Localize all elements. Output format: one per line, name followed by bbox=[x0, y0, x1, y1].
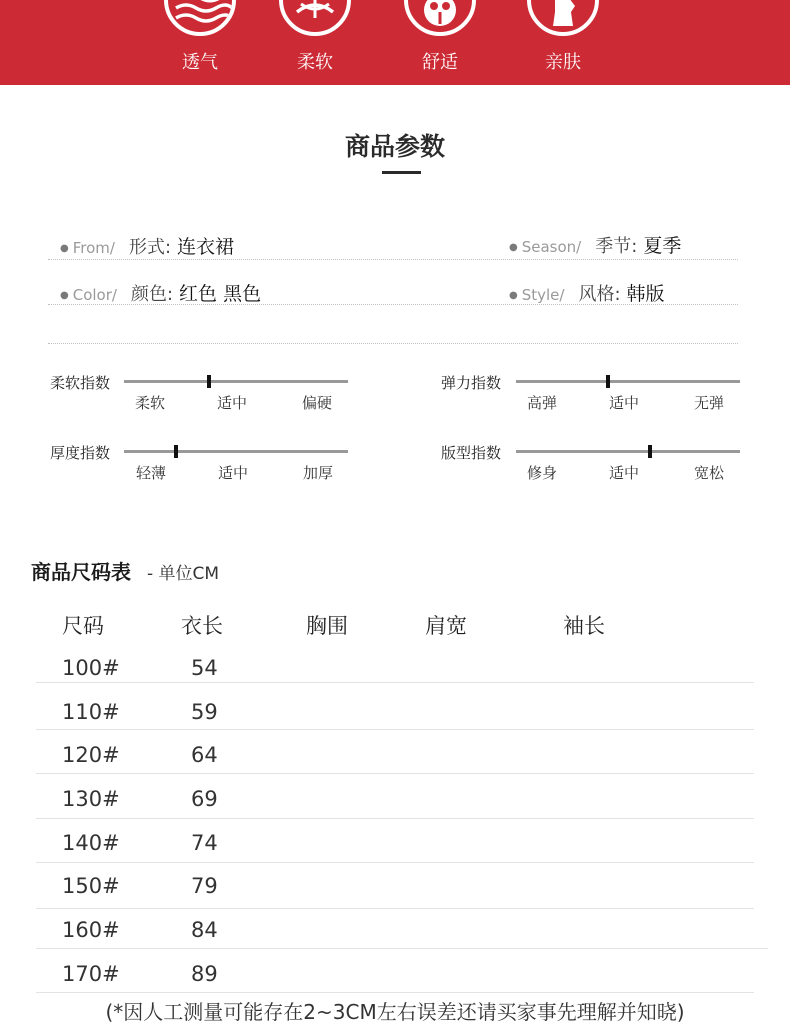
table-row-divider bbox=[36, 818, 754, 819]
index-tick: 无弹 bbox=[693, 394, 724, 412]
index-label: 弹力指数 bbox=[441, 374, 502, 392]
index-tick: 修身 bbox=[526, 464, 557, 482]
index-label: 厚度指数 bbox=[50, 444, 111, 462]
feature-label: 舒适 bbox=[422, 52, 458, 73]
index-marker bbox=[174, 445, 178, 458]
table-row-divider bbox=[36, 862, 754, 863]
header-sleeve: 袖长 bbox=[563, 614, 605, 638]
index-tick: 适中 bbox=[216, 394, 247, 412]
cell-length: 89 bbox=[191, 962, 218, 986]
header-chest: 胸围 bbox=[306, 614, 348, 638]
table-row-divider bbox=[36, 729, 754, 730]
cell-size: 110# bbox=[62, 700, 120, 724]
header-size: 尺码 bbox=[62, 614, 104, 638]
feature-banner bbox=[0, 0, 790, 85]
index-tick: 加厚 bbox=[302, 464, 333, 482]
feature-label: 透气 bbox=[182, 52, 218, 73]
divider bbox=[48, 259, 738, 260]
cell-size: 100# bbox=[62, 656, 120, 680]
index-track bbox=[516, 450, 740, 453]
cell-length: 79 bbox=[191, 874, 218, 898]
cell-length: 59 bbox=[191, 700, 218, 724]
index-tick: 适中 bbox=[608, 464, 639, 482]
table-row-divider bbox=[36, 773, 754, 774]
cell-size: 170# bbox=[62, 962, 120, 986]
index-track bbox=[124, 380, 348, 383]
table-row-divider bbox=[36, 682, 754, 683]
index-tick: 偏硬 bbox=[301, 394, 332, 412]
header-shoulder: 肩宽 bbox=[425, 614, 467, 638]
cell-length: 84 bbox=[191, 918, 218, 942]
param-form: ● From/ 形式: 连衣裙 bbox=[60, 236, 235, 258]
divider bbox=[48, 343, 738, 344]
title-underline bbox=[382, 171, 421, 174]
cell-size: 150# bbox=[62, 874, 120, 898]
param-style: ● Style/ 风格: 韩版 bbox=[509, 283, 665, 305]
cell-length: 54 bbox=[191, 656, 218, 680]
cell-size: 140# bbox=[62, 831, 120, 855]
table-row-divider bbox=[36, 948, 768, 949]
cell-length: 64 bbox=[191, 743, 218, 767]
divider bbox=[48, 304, 738, 305]
comfort-icon bbox=[404, 0, 476, 36]
index-tick: 轻薄 bbox=[135, 464, 166, 482]
index-track bbox=[516, 380, 740, 383]
feature-label: 柔软 bbox=[297, 52, 333, 73]
index-label: 柔软指数 bbox=[50, 374, 111, 392]
feature-label: 亲肤 bbox=[545, 52, 581, 73]
param-color: ● Color/ 颜色: 红色 黑色 bbox=[60, 283, 262, 305]
table-row-divider bbox=[36, 908, 754, 909]
params-title: 商品参数 bbox=[344, 132, 445, 161]
header-length: 衣长 bbox=[181, 614, 223, 638]
index-tick: 高弹 bbox=[526, 394, 557, 412]
cell-size: 130# bbox=[62, 787, 120, 811]
cell-length: 69 bbox=[191, 787, 218, 811]
bullet-icon: ● bbox=[509, 289, 518, 301]
index-marker bbox=[648, 445, 652, 458]
index-marker bbox=[207, 375, 211, 388]
cell-size: 120# bbox=[62, 743, 120, 767]
bullet-icon: ● bbox=[60, 242, 69, 254]
param-season: ● Season/ 季节: 夏季 bbox=[509, 235, 682, 257]
index-marker bbox=[606, 375, 610, 388]
measurement-note: (*因人工测量可能存在2~3CM左右误差还请买家事先理解并知晓) bbox=[105, 1000, 685, 1024]
index-tick: 柔软 bbox=[134, 394, 165, 412]
index-tick: 宽松 bbox=[693, 464, 724, 482]
index-tick: 适中 bbox=[217, 464, 248, 482]
bullet-icon: ● bbox=[60, 289, 69, 301]
bullet-icon: ● bbox=[509, 241, 518, 253]
index-track bbox=[124, 450, 348, 453]
index-tick: 适中 bbox=[608, 394, 639, 412]
size-table-title: 商品尺码表 bbox=[31, 560, 131, 584]
cell-length: 74 bbox=[191, 831, 218, 855]
index-label: 版型指数 bbox=[441, 444, 502, 462]
size-table-unit: - 单位CM bbox=[147, 564, 220, 584]
soft-icon bbox=[279, 0, 351, 36]
breathable-icon bbox=[164, 0, 236, 36]
table-row-divider bbox=[36, 992, 754, 993]
cell-size: 160# bbox=[62, 918, 120, 942]
skin-friendly-icon bbox=[527, 0, 599, 36]
